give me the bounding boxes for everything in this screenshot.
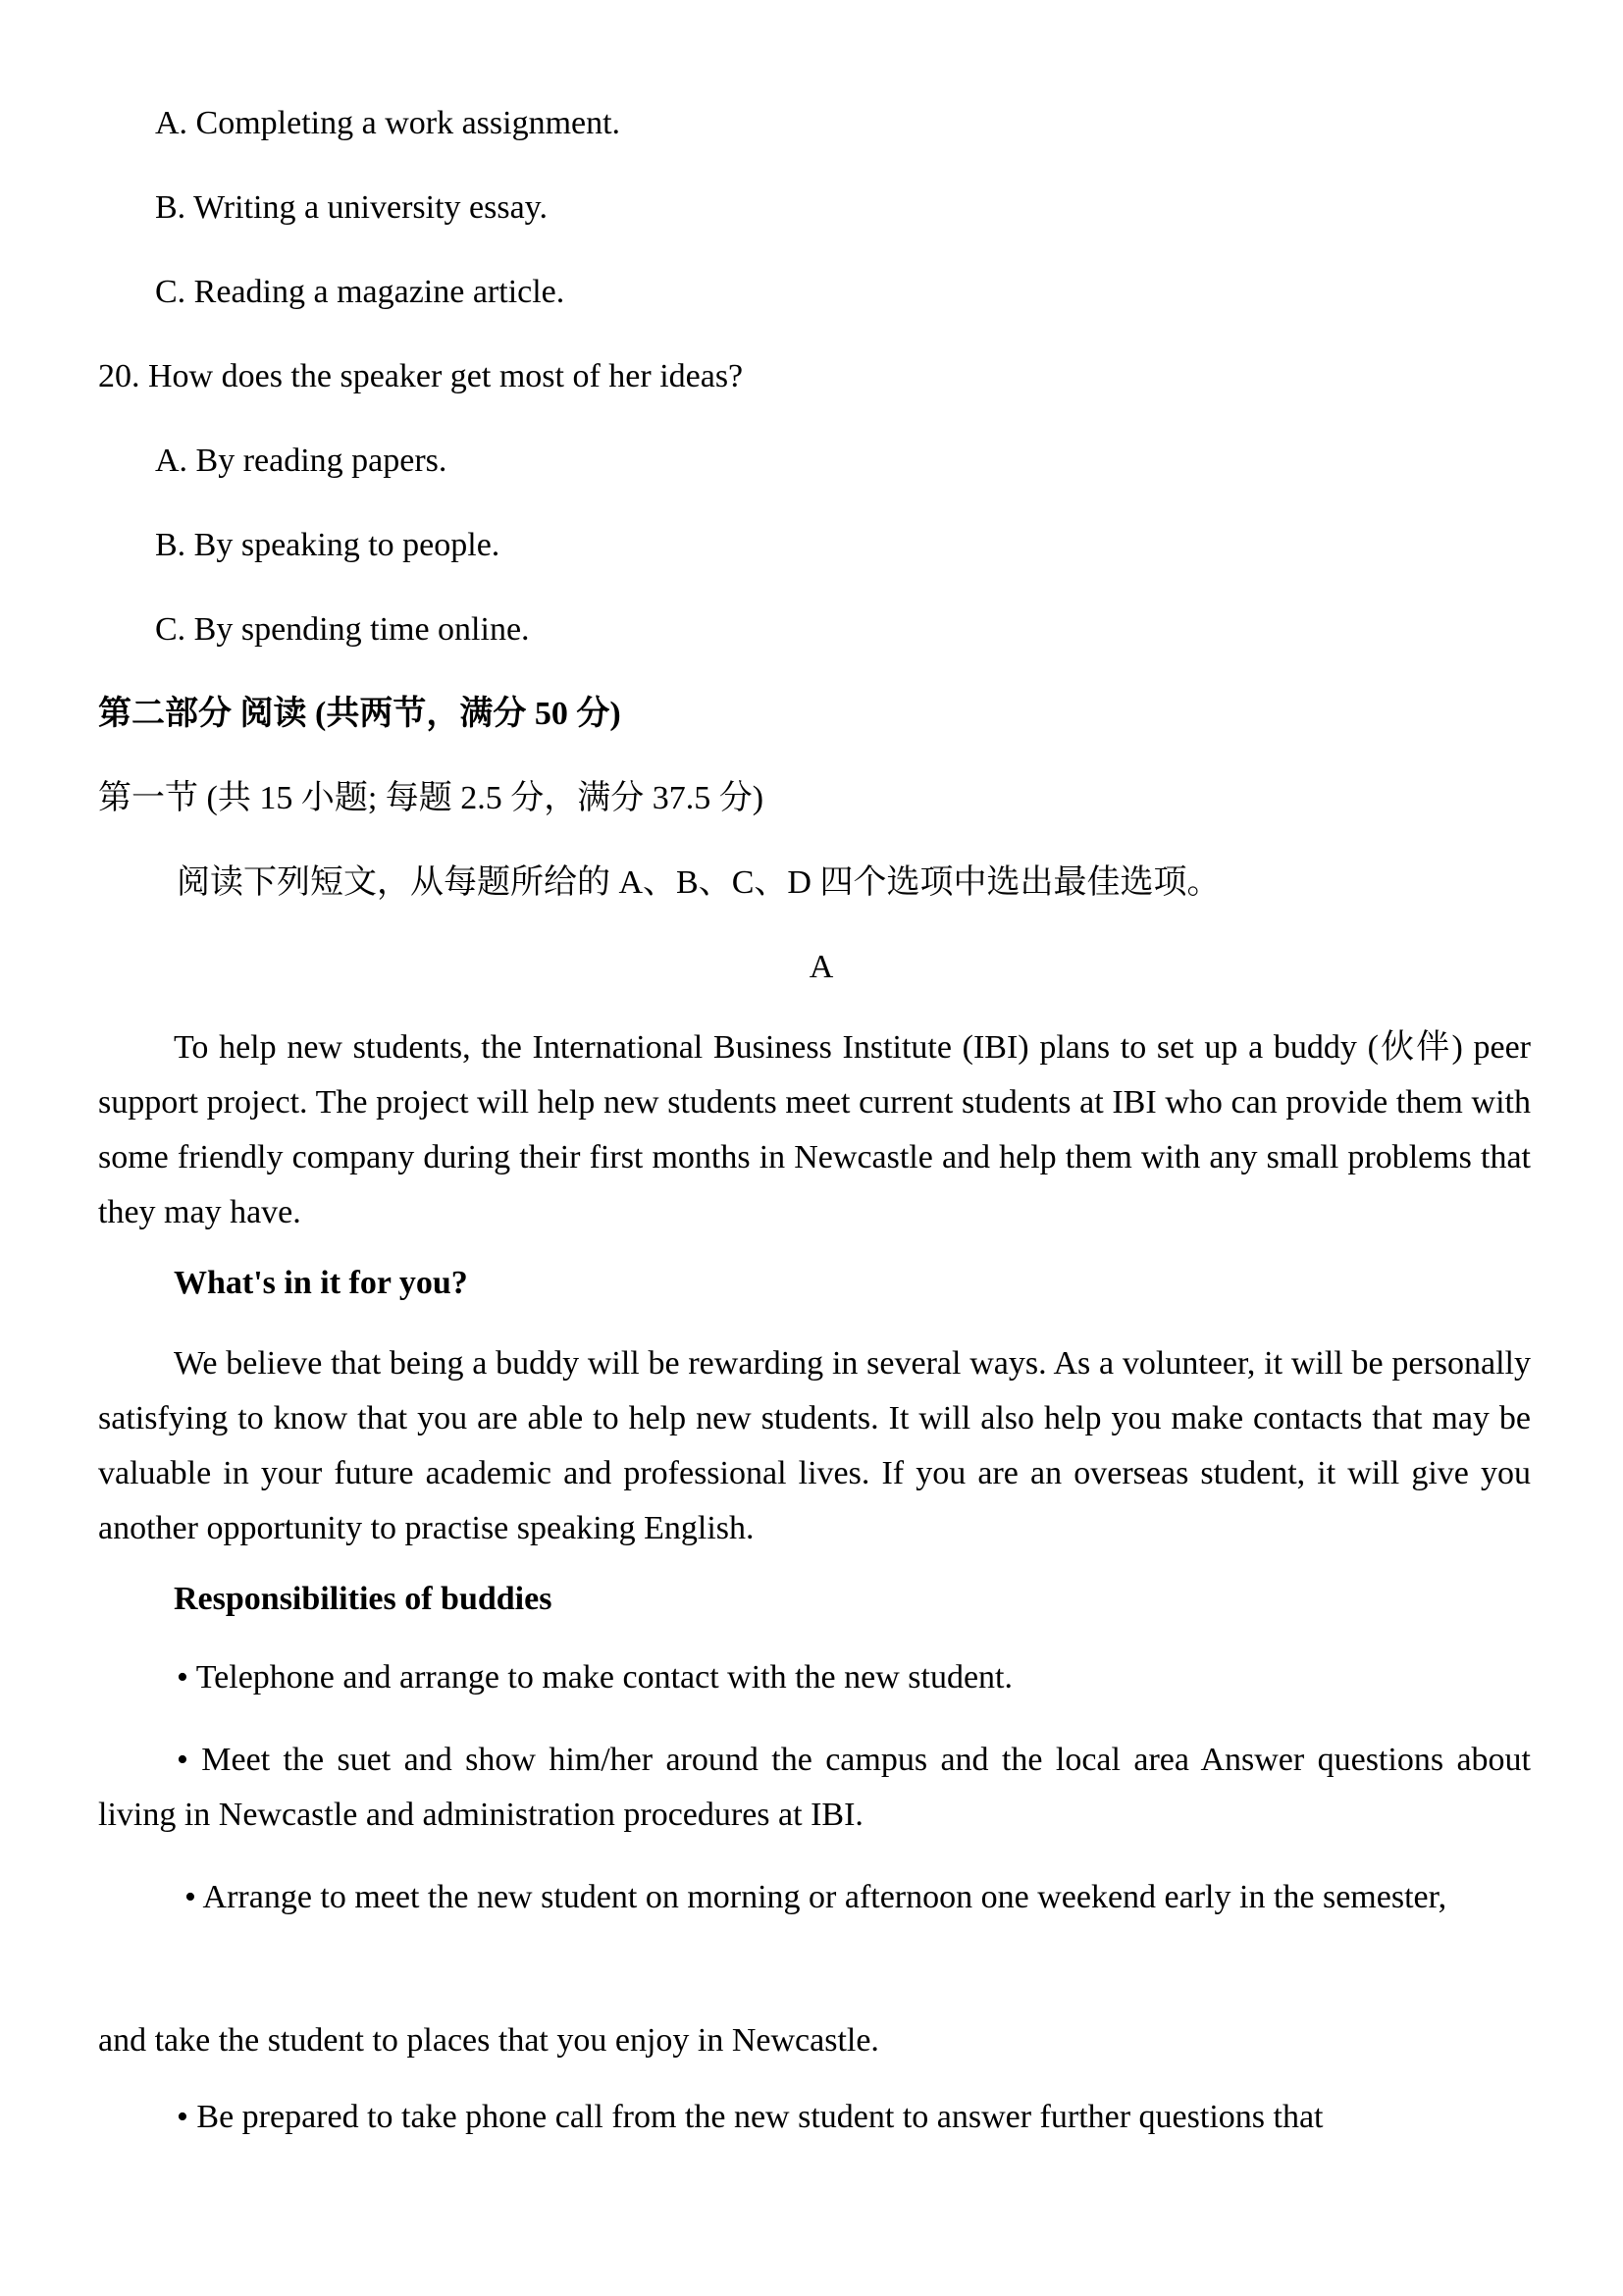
bullet-arrange: • Arrange to meet the new student on morning or afternoon one weekend early in the semester, bbox=[184, 1879, 1447, 1915]
bullet-arrange-continuation: and take the student to places that you enjoy in Newcastle. bbox=[98, 2022, 879, 2059]
bullet-phone-call: • Be prepared to take phone call from the new student to answer further questions that bbox=[177, 2099, 1324, 2135]
bullet-telephone: • Telephone and arrange to make contact with the new student. bbox=[177, 1659, 1013, 1696]
q19-option-c: C. Reading a magazine article. bbox=[155, 274, 565, 310]
q20-option-b: B. By speaking to people. bbox=[155, 527, 500, 563]
passage-intro: To help new students, the International Business Institute (IBI) plans to set up a buddy (伙伴) peer support project. The project will help new students meet current students at IBI who can provide them with some friendly company during their first months in Newcastle and help them with any small problems that they may have. bbox=[98, 1029, 1531, 1230]
q19-option-a: A. Completing a work assignment. bbox=[155, 105, 621, 141]
passage-label: A bbox=[809, 949, 834, 985]
q19-option-b: B. Writing a university essay. bbox=[155, 189, 548, 226]
section1-heading: 第一节 (共 15 小题; 每题 2.5 分，满分 37.5 分) bbox=[98, 780, 764, 816]
passage-benefits: We believe that being a buddy will be rewarding in several ways. As a volunteer, it will be personally satisfying to know that you are able to help new students. It will also help you make contacts that may be valuable in your future academic and professional lives. If you are an overseas student, it will give you another opportunity to practise speaking English. bbox=[98, 1345, 1531, 1546]
reading-instruction: 阅读下列短文，从每题所给的 A、B、C、D 四个选项中选出最佳选项。 bbox=[177, 864, 1221, 901]
q20-option-a: A. By reading papers. bbox=[155, 443, 447, 479]
part2-heading: 第二部分 阅读 (共两节，满分 50 分) bbox=[98, 696, 621, 732]
subheading-whats-in-it: What's in it for you? bbox=[174, 1265, 468, 1301]
bullet-meet: • Meet the suet and show him/her around the campus and the local area Answer questions about living in Newcastle and administration procedures at IBI. bbox=[98, 1742, 1531, 1833]
q20-option-c: C. By spending time online. bbox=[155, 611, 530, 648]
subheading-responsibilities: Responsibilities of buddies bbox=[174, 1581, 552, 1617]
q20-question: 20. How does the speaker get most of her ideas? bbox=[98, 358, 744, 394]
